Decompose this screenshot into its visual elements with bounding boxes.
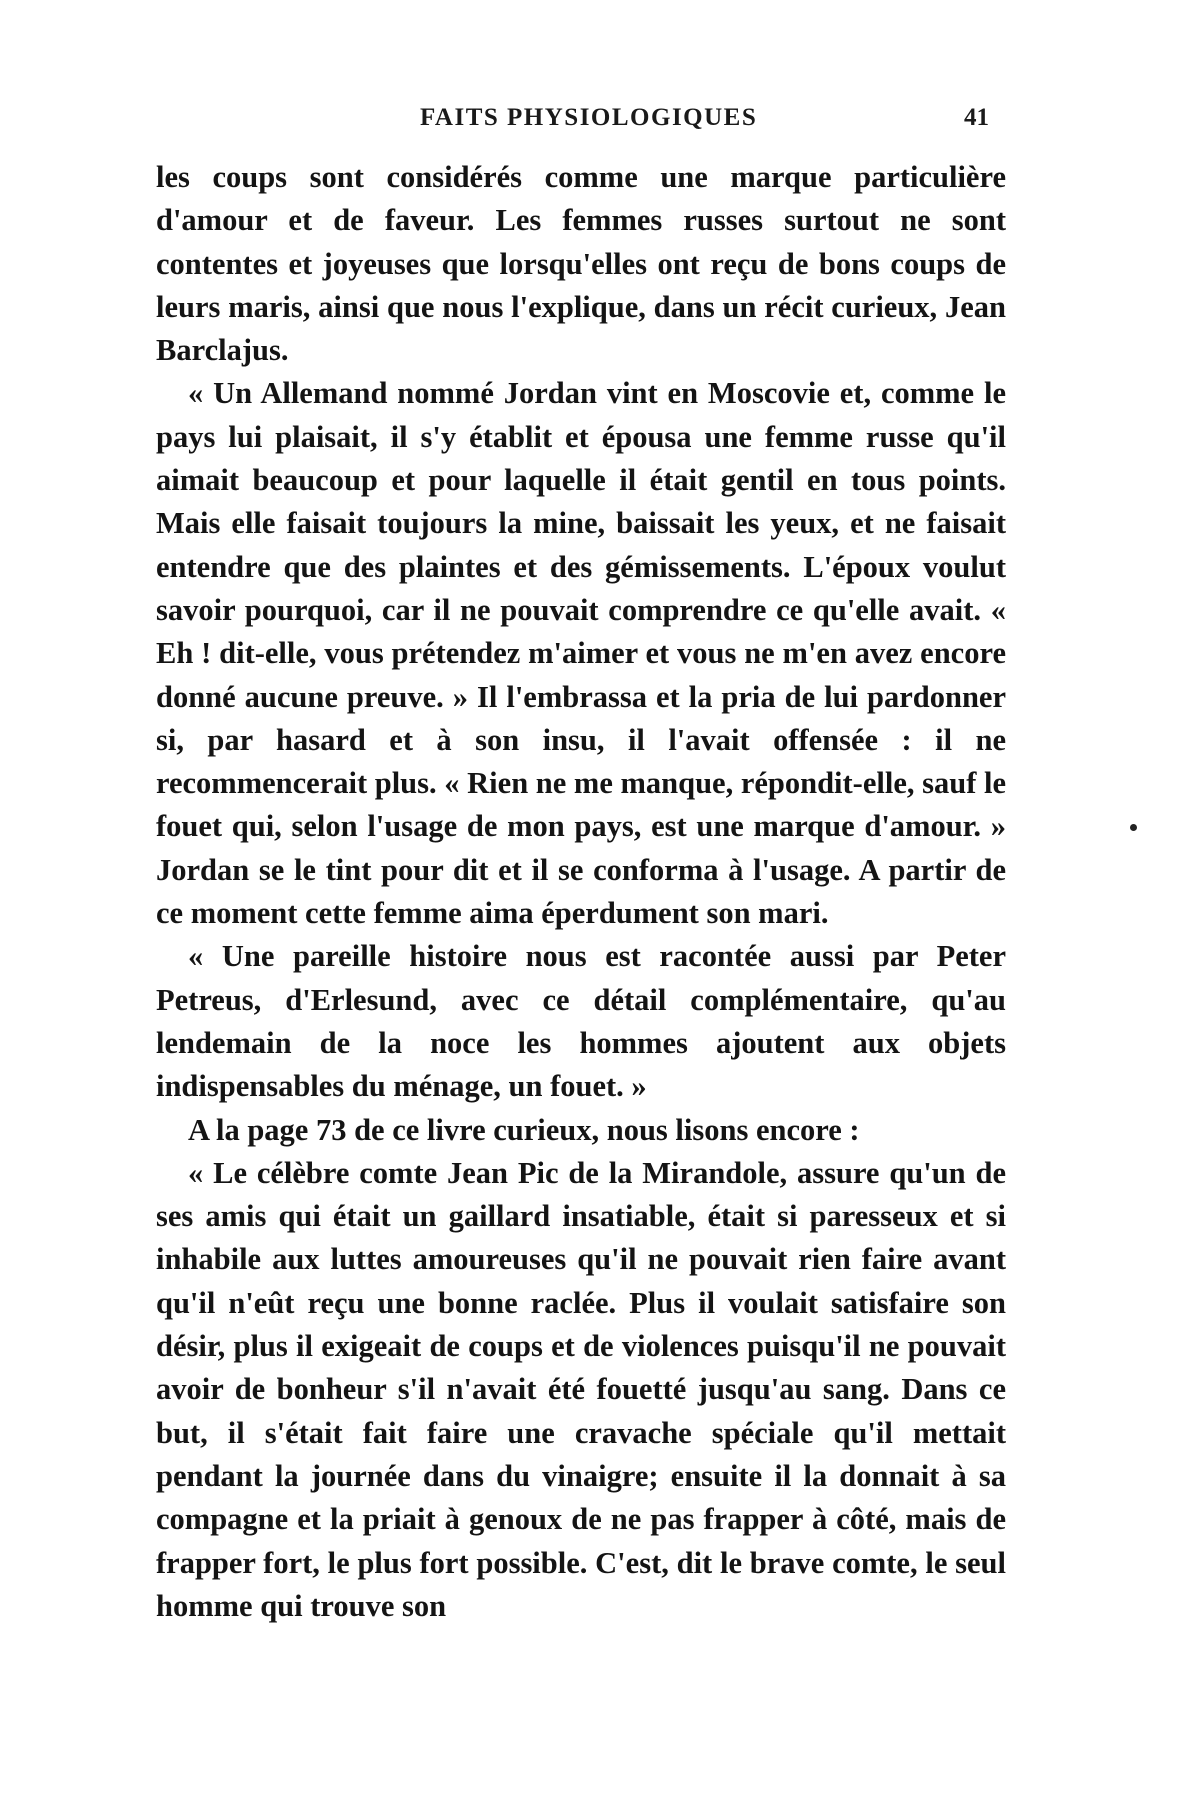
paragraph: « Un Allemand nommé Jordan vint en Moscovie et, comme le pays lui plaisait, il s'y établit et épousa une femme russe qu'il aimait beaucoup et pour laquelle il était gentil en tous points. Mais elle faisait toujours la mine, baissait les yeux, et ne faisait entendre que des plaintes et des gémissements. L'époux voulut savoir pourquoi, car il ne pouvait comprendre ce qu'elle avait. « Eh ! dit-elle, vous prétendez m'aimer et vous ne m'en avez encore donné aucune preuve. » Il l'embrassa et la pria de lui pardonner si, par hasard et à son insu, il l'avait offensée : il ne recommencerait plus. « Rien ne me manque, répondit-elle, sauf le fouet qui, selon l'usage de mon pays, est une marque d'amour. » Jordan se le tint pour dit et il se conforma à l'usage. A partir de ce moment cette femme aima éperdument son mari.: [156, 376, 1006, 931]
paragraph: A la page 73 de ce livre curieux, nous lisons encore :: [188, 1112, 860, 1147]
ink-speck: [1130, 824, 1137, 831]
running-head: [0, 104, 1200, 144]
paragraph: les coups sont considérés comme une marque particulière d'amour et de faveur. Les femmes russes surtout ne sont contentes et joyeuses que lorsqu'elles ont reçu de bons coups de leurs maris, ainsi que nous l'explique, dans un récit curieux, Jean Barclajus.: [156, 160, 1006, 368]
body-text: [156, 156, 1006, 1628]
running-title: FAITS PHYSIOLOGIQUES: [420, 104, 758, 131]
paragraph: « Une pareille histoire nous est racontée aussi par Peter Petreus, d'Erlesund, avec ce détail complémentaire, qu'au lendemain de la noce les hommes ajoutent aux objets indispensables du ménage, un fouet. »: [156, 939, 1006, 1104]
page-number: 41: [964, 104, 989, 131]
paragraph: « Le célèbre comte Jean Pic de la Mirandole, assure qu'un de ses amis qui était un gaillard insatiable, était si paresseux et si inhabile aux luttes amoureuses qu'il ne pouvait rien faire avant qu'il n'eût reçu une bonne raclée. Plus il voulait satisfaire son désir, plus il exigeait de coups et de violences puisqu'il ne pouvait avoir de bonheur s'il n'avait été fouetté jusqu'au sang. Dans ce but, il s'était fait faire une cravache spéciale qu'il mettait pendant la journée dans du vinaigre; ensuite il la donnait à sa compagne et la priait à genoux de ne pas frapper à côté, mais de frapper fort, le plus fort possible. C'est, dit le brave comte, le seul homme qui trouve son: [156, 1155, 1006, 1623]
